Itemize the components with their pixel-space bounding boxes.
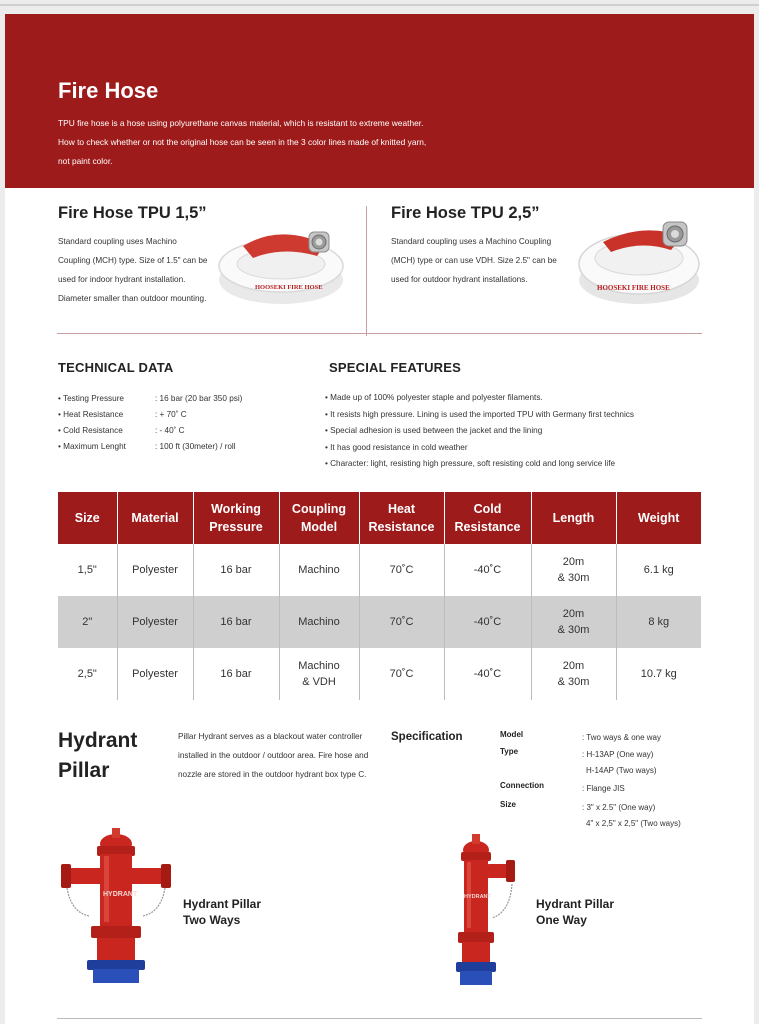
column-header: Weight (616, 492, 701, 544)
product-title-1-5: Fire Hose TPU 1,5” (58, 204, 207, 222)
spec-row-type: Type : H-13AP (One way) H-14AP (Two ways) (500, 747, 657, 775)
table-header-row (58, 492, 701, 544)
specification-title: Specification (391, 731, 463, 743)
technical-row: • Heat Resistance : + 70˚ C (58, 409, 187, 419)
feature-item: • Character: light, resisting high pressure, soft resisting cold and long service life (325, 459, 616, 468)
hydrant-description: Pillar Hydrant serves as a blackout water controller installed in the outdoor / outdoor area. Fire hose and nozzle are stored in the outdoor hydrant box type C. (178, 732, 369, 779)
product-description-1-5: Standard coupling uses Machino Coupling (MCH) type. Size of 1.5" can be used for indoor hydrant installation. Diameter smaller than outdoor mounting. (58, 237, 208, 303)
technical-row: • Testing Pressure : 16 bar (20 bar 350 psi) (58, 393, 243, 403)
hydrant-pillar-title: Hydrant Pillar (58, 729, 138, 782)
hero-description: TPU fire hose is a hose using polyurethane canvas material, which is resistant to extreme weather. How to check whether or not the original hose can be seen in the 3 color lines made of knitted yarn, not paint color. (58, 118, 427, 166)
column-header: Cold Resistance (444, 492, 531, 544)
product-description-2-5: Standard coupling uses a Machino Coupling (MCH) type or can use VDH. Size 2.5" can be used for outdoor hydrant installations. (391, 237, 557, 284)
technical-row: • Maximum Lenght : 100 ft (30meter) / roll (58, 441, 236, 451)
column-header: Material (117, 492, 193, 544)
hose-brand-label-2: HOOSEKI FIRE HOSE (597, 284, 670, 292)
spec-row-size: Size : 3" x 2.5" (One way) 4" x 2,5" x 2,5" (Two ways) (500, 800, 681, 828)
table-row: 2,5" Polyester 16 bar Machino & VDH 70˚C -40˚C 20m & 30m 10.7 kg (58, 648, 701, 700)
fire-hose-spec-table (58, 492, 701, 700)
brochure-page (5, 14, 754, 1024)
feature-item: • It resists high pressure. Lining is used the imported TPU with Germany first technics (325, 409, 634, 419)
column-header: Working Pressure (193, 492, 279, 544)
caption-one-way: Hydrant Pillar One Way (536, 897, 615, 927)
technical-row: • Cold Resistance : - 40˚ C (58, 425, 185, 435)
spec-row-connection: Connection : Flange JIS (500, 781, 625, 793)
hydrant-body-label-2: HYDRANT (464, 894, 491, 900)
hero-title: Fire Hose (58, 78, 159, 103)
table-row: 2" Polyester 16 bar Machino 70˚C -40˚C 20m & 30m 8 kg (58, 596, 701, 648)
section-divider (57, 333, 702, 334)
technical-data-list (58, 390, 242, 454)
feature-item: • Made up of 100% polyester staple and polyester filaments. (325, 393, 543, 402)
feature-item: • Special adhesion is used between the jacket and the lining (325, 426, 543, 435)
column-header: Coupling Model (279, 492, 359, 544)
column-header: Heat Resistance (359, 492, 444, 544)
specification-list (500, 730, 681, 832)
special-features-title: SPECIAL FEATURES (329, 360, 462, 375)
column-header: Length (531, 492, 616, 544)
technical-data-title: TECHNICAL DATA (58, 360, 174, 375)
hose-brand-label: HOOSEKI FIRE HOSE (255, 284, 323, 291)
product-title-2-5: Fire Hose TPU 2,5” (391, 204, 540, 222)
hydrant-pillar-two-ways-image (57, 826, 175, 986)
footer-divider (57, 1018, 702, 1019)
feature-item: • It has good resistance in cold weather (325, 442, 468, 452)
fire-hose-roll-image-1-5 (213, 218, 358, 308)
special-features-list (325, 390, 634, 473)
hydrant-pillar-one-way-image (446, 832, 526, 987)
spec-row-model: Model : Two ways & one way (500, 730, 661, 742)
hydrant-body-label: HYDRANT (103, 891, 138, 898)
top-divider (0, 4, 759, 6)
fire-hose-roll-image-2-5 (575, 210, 705, 310)
hero-banner (5, 14, 754, 188)
table-row: 1,5" Polyester 16 bar Machino 70˚C -40˚C 20m & 30m 6.1 kg (58, 544, 701, 596)
caption-two-ways: Hydrant Pillar Two Ways (183, 897, 262, 927)
product-separator (366, 206, 367, 336)
column-header: Size (58, 492, 117, 544)
